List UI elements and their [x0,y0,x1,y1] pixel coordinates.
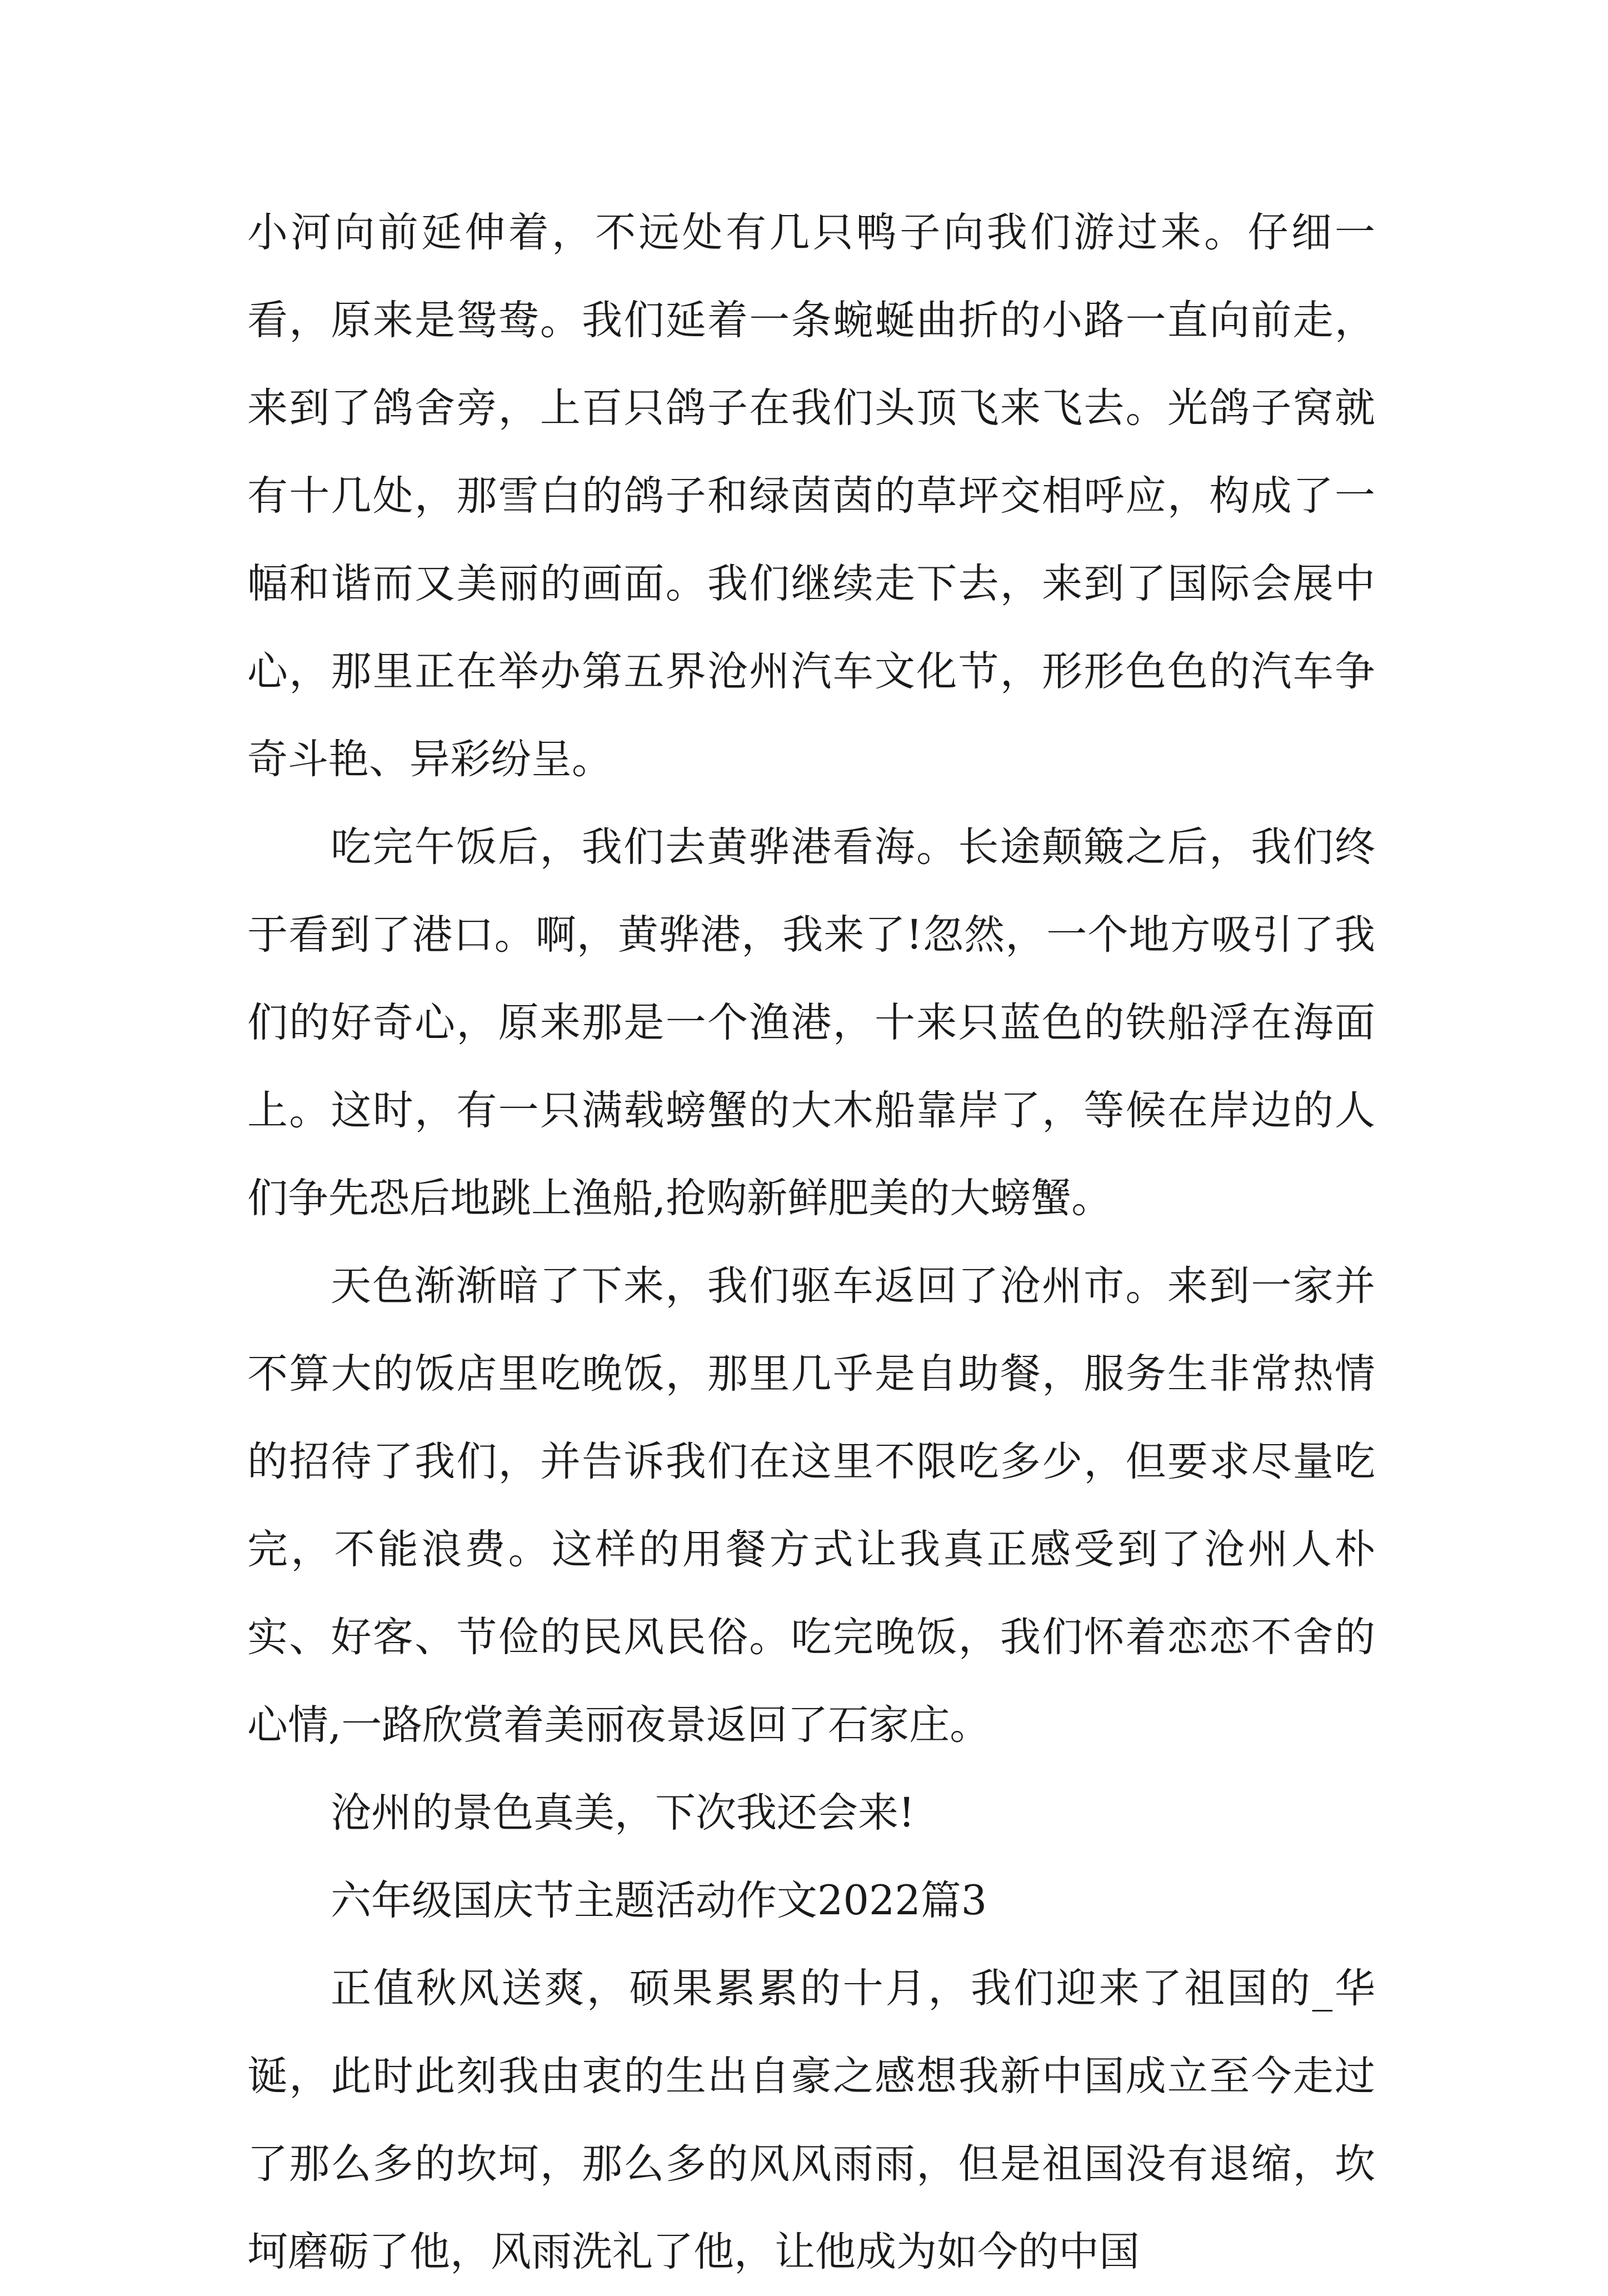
paragraph-closing: 沧州的景色真美，下次我还会来! [331,1789,915,1836]
paragraph-ducks-and-pigeons: 小河向前延伸着，不远处有几只鸭子向我们游过来。仔细一看，原来是鸳鸯。我们延着一条蜿蜒曲折的小路一直向前走，来到了鸽舍旁，上百只鸽子在我们头顶飞来飞去。光鸽子窝就有十几处，那雪白的鸽子和绿茵茵的草坪交相呼应，构成了一幅和谐而又美丽的画面。我们继续走下去，来到了国际会展中心，那里正在举办第五界沧州汽车文化节，形形色色的汽车争奇斗艳、异彩纷呈。 [247,209,1375,783]
paragraph-national-day: 正值秋风送爽，硕果累累的十月，我们迎来了祖国的_华诞，此时此刻我由衷的生出自豪之感想我新中国成立至今走过了那么多的坎坷，那么多的风风雨雨，但是祖国没有退缩，坎坷磨砺了他，风雨洗礼了他，让他成为如今的中国 [247,1965,1375,2275]
paragraph-dinner: 天色渐渐暗了下来，我们驱车返回了沧州市。来到一家并不算大的饭店里吃晚饭，那里几乎是自助餐，服务生非常热情的招待了我们，并告诉我们在这里不限吃多少，但要求尽量吃完，不能浪费。这样的用餐方式让我真正感受到了沧州人朴实、好客、节俭的民风民俗。吃完晚饭，我们怀着恋恋不舍的心情,一路欣赏着美丽夜景返回了石家庄。 [247,1262,1375,1749]
paragraph-huanghua-port: 吃完午饭后，我们去黄骅港看海。长途颠簸之后，我们终于看到了港口。啊，黄骅港，我来了!忽然，一个地方吸引了我们的好奇心，原来那是一个渔港，十来只蓝色的铁船浮在海面上。这时，有一只满载螃蟹的大木船靠岸了，等候在岸边的人们争先恐后地跳上渔船,抢购新鲜肥美的大螃蟹。 [247,823,1375,1222]
section-heading: 六年级国庆节主题活动作文2022篇3 [331,1877,987,1924]
document-body [247,189,1375,2296]
